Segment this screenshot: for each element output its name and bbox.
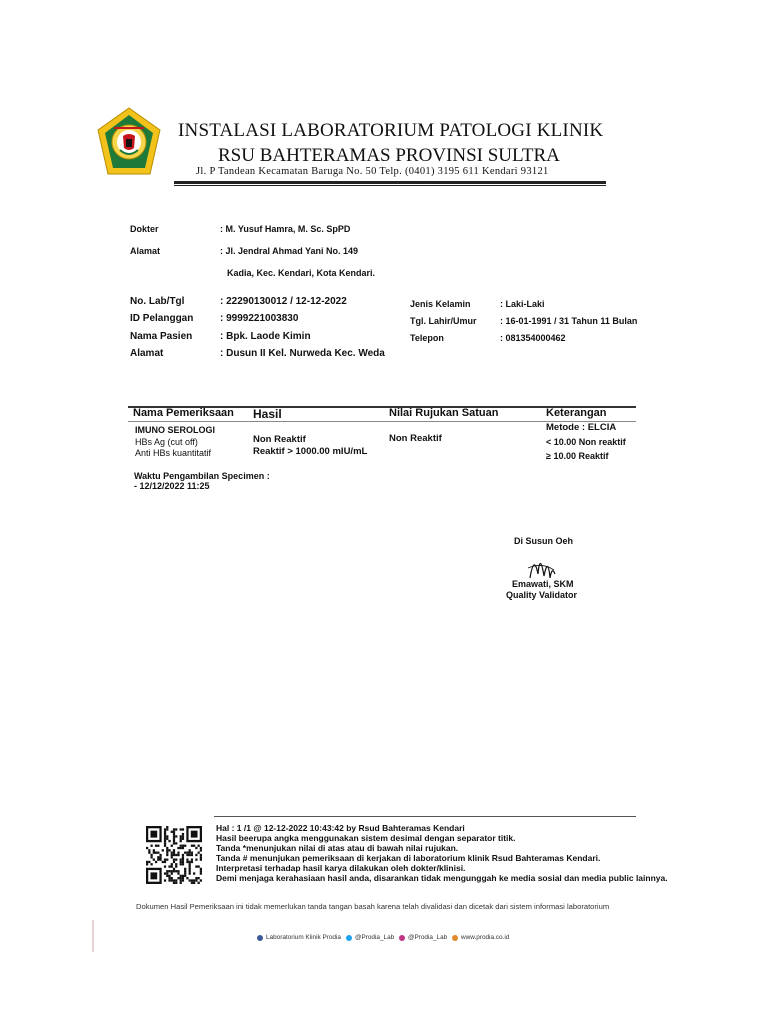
- specimen-value: - 12/12/2022 11:25: [134, 481, 210, 491]
- header-rule-thick: [174, 181, 606, 184]
- social-instagram[interactable]: [399, 934, 447, 941]
- jk-label: Jenis Kelamin: [410, 299, 471, 309]
- social-twitter[interactable]: [346, 934, 394, 941]
- nolab-label: No. Lab/Tgl: [130, 296, 185, 307]
- note-1: Hal : 1 /1 @ 12-12-2022 10:43:42 by Rsud Bahteramas Kendari: [216, 823, 465, 833]
- social-instagram-label: @Prodia_Lab: [408, 934, 448, 941]
- dokter-label: Dokter: [130, 224, 159, 234]
- facebook-icon: [257, 935, 263, 941]
- prepared-by: Di Susun Oeh: [514, 536, 574, 546]
- alamat-label: Alamat: [130, 348, 164, 359]
- tgl-label: Tgl. Lahir/Umur: [410, 316, 477, 326]
- social-web-label: www.prodia.co.id: [461, 934, 510, 941]
- row2-name: Anti HBs kuantitatif: [135, 448, 212, 458]
- nama-label: Nama Pasien: [130, 331, 193, 342]
- ket-nonreaktif: < 10.00 Non reaktif: [546, 437, 626, 447]
- row1-rujukan: Non Reaktif: [389, 433, 442, 444]
- hospital-title: RSU BAHTERAMAS PROVINSI SULTRA: [218, 145, 560, 166]
- dokter-value: : M. Yusuf Hamra, M. Sc. SpPD: [220, 224, 351, 234]
- telp-value: : 081354000462: [500, 333, 566, 343]
- page-edge-mark: [92, 920, 94, 952]
- signer-name: Emawati, SKM: [512, 579, 574, 589]
- hospital-logo: [96, 106, 162, 178]
- twitter-icon: [346, 935, 352, 941]
- header-rule-thin: [174, 185, 606, 186]
- telp-label: Telepon: [410, 333, 444, 343]
- social-web[interactable]: [452, 934, 509, 941]
- group-label: IMUNO SEROLOGI: [135, 425, 216, 435]
- dokter-alamat-label: Alamat: [130, 246, 161, 256]
- note-5: Interpretasi terhadap hasil karya dilakukan oleh dokter/klinisi.: [216, 863, 466, 873]
- web-icon: [452, 935, 458, 941]
- th-nama: Nama Pemeriksaan: [133, 407, 234, 419]
- social-facebook[interactable]: [257, 934, 341, 941]
- note-6: Demi menjaga kerahasiaan hasil anda, disarankan tidak mengunggah ke media sosial dan media public lainnya.: [216, 873, 668, 883]
- ket-metode: Metode : ELCIA: [546, 422, 617, 433]
- idpel-label: ID Pelanggan: [130, 313, 194, 324]
- note-4: Tanda # menunjukan pemeriksaan di kerjakan di laboratorium klinik Rsud Bahteramas Kendari.: [216, 853, 601, 863]
- nama-value: : Bpk. Laode Kimin: [220, 331, 311, 342]
- note-3: Tanda *menunjukan nilai di atas atau di bawah nilai rujukan.: [216, 843, 459, 853]
- footer-rule: [214, 816, 636, 817]
- hospital-address: Jl. P Tandean Kecamatan Baruga No. 50 Telp. (0401) 3195 611 Kendari 93121: [196, 166, 549, 177]
- row1-hasil: Non Reaktif: [253, 434, 306, 445]
- alamat-value: : Dusun II Kel. Nurweda Kec. Weda: [220, 348, 385, 359]
- nolab-value: : 22290130012 / 12-12-2022: [220, 296, 347, 307]
- th-keterangan: Keterangan: [546, 407, 607, 419]
- row2-hasil: Reaktif > 1000.00 mIU/mL: [253, 446, 368, 457]
- signer-role: Quality Validator: [506, 590, 578, 600]
- document-note: Dokumen Hasil Pemeriksaan ini tidak memerlukan tanda tangan basah karena telah divalidasi dan dicetak dari sistem informasi laboratorium: [136, 902, 610, 911]
- dokter-alamat-value-2: Kadia, Kec. Kendari, Kota Kendari.: [227, 268, 376, 278]
- note-2: Hasil beerupa angka menggunakan sistem desimal dengan separator titik.: [216, 833, 516, 843]
- tgl-value: : 16-01-1991 / 31 Tahun 11 Bulan: [500, 316, 638, 326]
- qr-code-icon: [146, 826, 202, 884]
- instagram-icon: [399, 935, 405, 941]
- lab-title: INSTALASI LABORATORIUM PATOLOGI KLINIK: [178, 120, 604, 141]
- row1-name: HBs Ag (cut off): [135, 437, 198, 447]
- th-rujukan: Nilai Rujukan Satuan: [389, 407, 499, 419]
- idpel-value: : 9999221003830: [220, 313, 299, 324]
- dokter-alamat-value: : Jl. Jendral Ahmad Yani No. 149: [220, 246, 359, 256]
- jk-value: : Laki-Laki: [500, 299, 545, 309]
- social-facebook-label: Laboratorium Klinik Prodia: [266, 934, 341, 941]
- ket-reaktif: ≥ 10.00 Reaktif: [546, 451, 609, 461]
- social-twitter-label: @Prodia_Lab: [355, 934, 395, 941]
- specimen-label: Waktu Pengambilan Specimen :: [134, 471, 270, 481]
- th-hasil: Hasil: [253, 407, 282, 421]
